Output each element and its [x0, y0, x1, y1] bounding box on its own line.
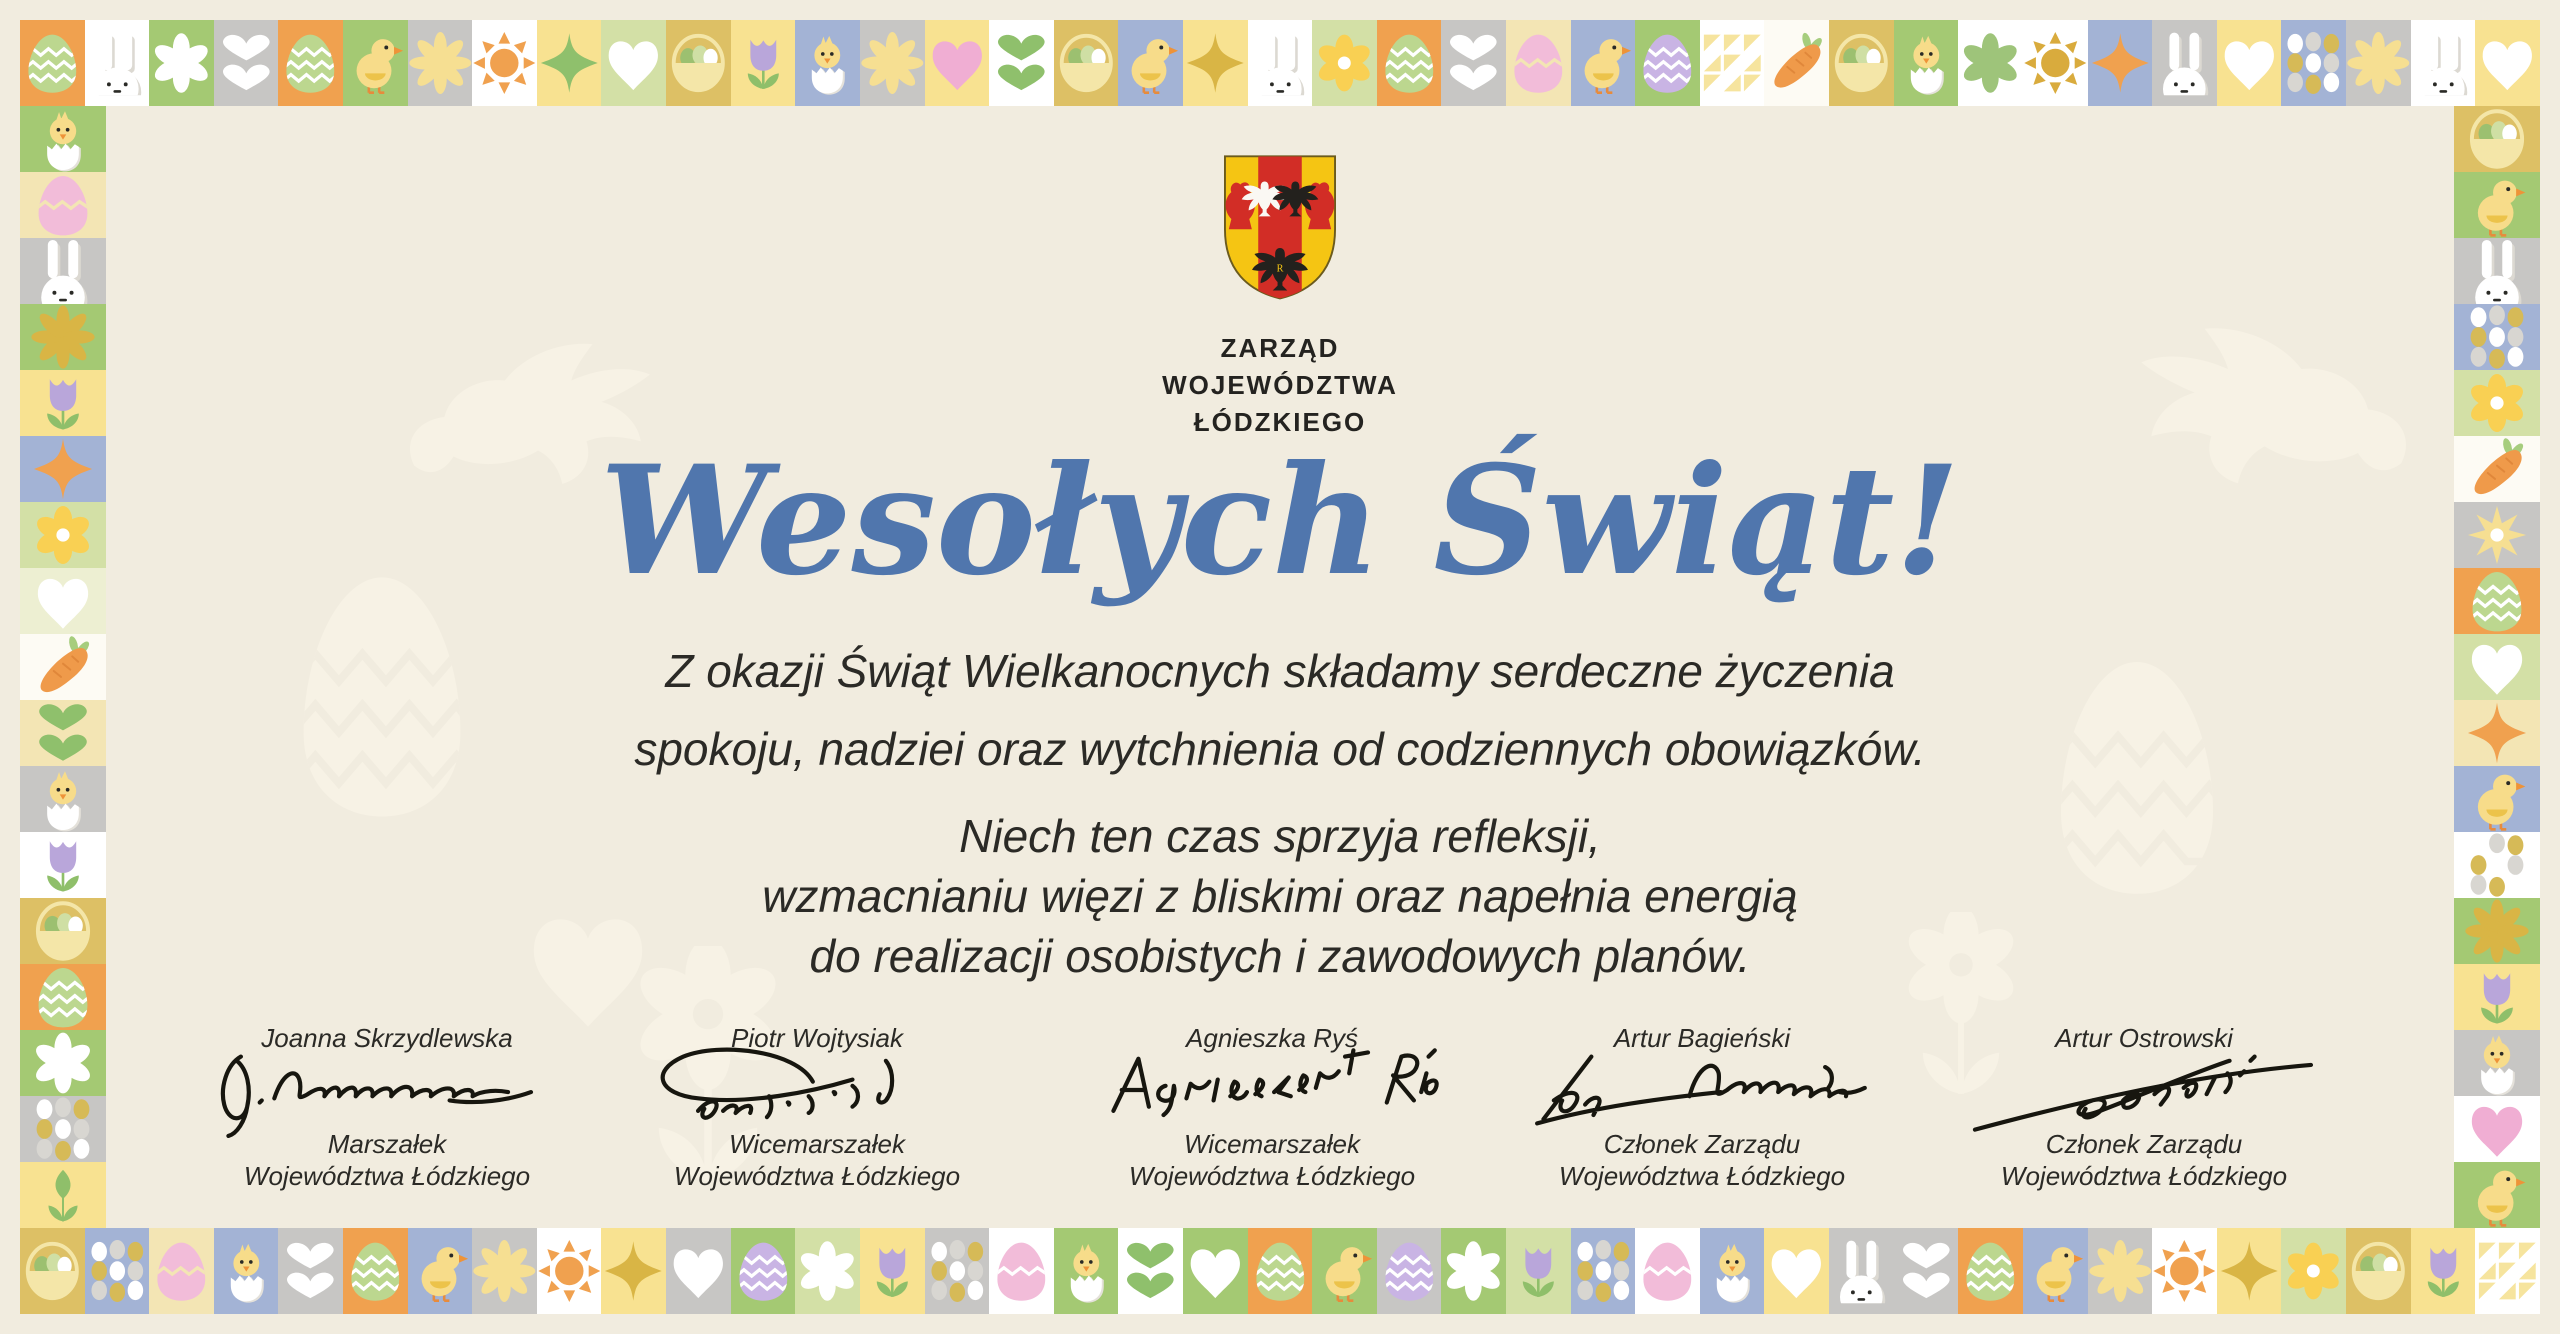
chick-hatch-icon — [214, 1228, 279, 1314]
border-tile-egg-crack — [989, 1228, 1054, 1314]
flower6-icon — [1441, 1228, 1506, 1314]
basket-icon — [2346, 1228, 2411, 1314]
basket-icon — [1829, 20, 1894, 106]
chick-hatch-icon — [795, 20, 860, 106]
signatory-title: Członek Zarządu — [1603, 1129, 1801, 1159]
border-tile-heart — [2475, 20, 2540, 106]
border-tile-sun — [537, 1228, 602, 1314]
duck-icon — [1571, 20, 1636, 106]
border-tile-basket — [2346, 1228, 2411, 1314]
egg-grid-icon — [925, 1228, 990, 1314]
signatory-block — [177, 1022, 597, 1192]
border-tile-flower6 — [149, 20, 214, 106]
sparkle-icon — [537, 20, 602, 106]
border-tile-egg-striped — [731, 1228, 796, 1314]
flower-center-icon — [2281, 1228, 2346, 1314]
signatory-name: Piotr Wojtysiak — [731, 1023, 903, 1053]
heart-icon — [1764, 1228, 1829, 1314]
border-tile-duck — [343, 20, 408, 106]
bunny-icon — [2411, 20, 2476, 106]
egg-striped-icon — [1377, 20, 1442, 106]
border-tile-sparkle — [1183, 20, 1248, 106]
wishes-paragraph-2 — [0, 806, 2560, 986]
double-heart-icon — [989, 20, 1054, 106]
egg-grid-icon — [20, 1096, 106, 1162]
border-tile-egg-grid — [2281, 20, 2346, 106]
signatory-title: Województwa Łódzkiego — [1558, 1161, 1846, 1191]
signatory-title: Województwa Łódzkiego — [2000, 1161, 2288, 1191]
flower8-icon — [2088, 1228, 2153, 1314]
border-tile-heart — [666, 1228, 731, 1314]
tulip-icon — [1506, 1228, 1571, 1314]
border-tile-egg-striped — [343, 1228, 408, 1314]
egg-striped-icon — [278, 20, 343, 106]
carrot-icon — [1764, 20, 1829, 106]
border-tile-heart — [2454, 1096, 2540, 1162]
duck-icon — [1118, 20, 1183, 106]
chick-hatch-icon — [1700, 1228, 1765, 1314]
border-tile-flower8 — [2346, 20, 2411, 106]
basket-icon — [1054, 20, 1119, 106]
border-tile-flower8 — [472, 1228, 537, 1314]
bunny-icon — [1248, 20, 1313, 106]
flower8-icon — [860, 20, 925, 106]
border-tile-tulip — [860, 1228, 925, 1314]
signatory-title: Marszałek — [327, 1129, 447, 1159]
border-tile-flower6 — [20, 1030, 106, 1096]
triangles-icon — [2475, 1228, 2540, 1314]
border-tile-flower6 — [1958, 20, 2023, 106]
double-heart-icon — [1894, 1228, 1959, 1314]
greeting-headline: Wesołych Świąt! — [599, 433, 1961, 609]
duck-icon — [408, 1228, 473, 1314]
wishes-line: Niech ten czas sprzyja refleksji, — [959, 810, 1601, 862]
border-tile-basket — [666, 20, 731, 106]
organisation-title-line: WOJEWÓDZTWA — [1162, 370, 1398, 400]
bunny-icon — [85, 20, 150, 106]
signatory-title: Wicemarszałek — [728, 1129, 906, 1159]
border-tile-sparkle — [601, 1228, 666, 1314]
signatory-title: Wicemarszałek — [1183, 1129, 1361, 1159]
border-tile-heart — [1764, 1228, 1829, 1314]
bunny-icon — [2152, 20, 2217, 106]
egg-crack-icon — [1635, 1228, 1700, 1314]
sparkle-icon — [2217, 1228, 2282, 1314]
border-tile-tulip — [2411, 1228, 2476, 1314]
wishes-paragraph-1 — [0, 632, 2560, 788]
handwritten-signature — [209, 1042, 565, 1138]
border-tile-double-heart — [1118, 1228, 1183, 1314]
border-tile-flower8 — [860, 20, 925, 106]
sun-icon — [537, 1228, 602, 1314]
flower6-icon — [149, 20, 214, 106]
wishes-line: do realizacji osobistych i zawodowych planów. — [809, 930, 1751, 982]
triangles-icon — [1700, 20, 1765, 106]
egg-striped-icon — [1248, 1228, 1313, 1314]
handwritten-signature — [639, 1042, 995, 1138]
border-tile-egg-crack — [1506, 20, 1571, 106]
border-tile-chick-hatch — [1700, 1228, 1765, 1314]
border-tile-bunny — [1829, 1228, 1894, 1314]
border-tile-duck — [2454, 172, 2540, 238]
basket-icon — [666, 20, 731, 106]
egg-grid-icon — [1571, 1228, 1636, 1314]
border-tile-chick-hatch — [795, 20, 860, 106]
border-tile-egg-striped — [20, 20, 85, 106]
egg-grid-icon — [85, 1228, 150, 1314]
signatory-title: Członek Zarządu — [2045, 1129, 2243, 1159]
border-tiles-bottom — [20, 1228, 2540, 1314]
egg-grid-icon — [2281, 20, 2346, 106]
border-tile-egg-crack — [149, 1228, 214, 1314]
basket-icon — [2454, 106, 2540, 172]
border-tile-basket — [20, 1228, 85, 1314]
signatory-title: Województwa Łódzkiego — [1128, 1161, 1416, 1191]
border-tile-egg-striped — [1377, 1228, 1442, 1314]
border-tile-egg-striped — [1635, 20, 1700, 106]
signatory-name: Artur Ostrowski — [2055, 1023, 2233, 1053]
tulip-icon — [860, 1228, 925, 1314]
border-tile-carrot — [1764, 20, 1829, 106]
wishes-line: Z okazji Świąt Wielkanocnych składamy serdeczne życzenia — [665, 645, 1895, 697]
double-heart-icon — [278, 1228, 343, 1314]
border-tile-egg-grid — [1571, 1228, 1636, 1314]
signatory-title: Województwa Łódzkiego — [243, 1161, 531, 1191]
border-tile-triangles — [2475, 1228, 2540, 1314]
heart-icon — [2475, 20, 2540, 106]
signatory-block — [1062, 1022, 1482, 1192]
border-tiles-top — [20, 20, 2540, 106]
duck-icon — [1312, 1228, 1377, 1314]
handwritten-signature — [1524, 1042, 1880, 1138]
signatory-title: Województwa Łódzkiego — [673, 1161, 961, 1191]
border-tile-heart — [1183, 1228, 1248, 1314]
heart-icon — [2454, 1096, 2540, 1162]
border-tile-egg-striped — [1958, 1228, 2023, 1314]
signatory-name: Joanna Skrzydlewska — [261, 1023, 513, 1053]
border-tile-duck — [1118, 20, 1183, 106]
border-tile-duck — [408, 1228, 473, 1314]
heart-icon — [2217, 20, 2282, 106]
heart-icon — [1183, 1228, 1248, 1314]
border-tile-double-heart — [989, 20, 1054, 106]
border-tile-sun — [2023, 20, 2088, 106]
sparkle-icon — [601, 1228, 666, 1314]
egg-striped-icon — [731, 1228, 796, 1314]
signatory-name: Artur Bagieński — [1613, 1023, 1791, 1053]
organisation-title-line: ZARZĄD — [1220, 333, 1340, 363]
egg-striped-icon — [1958, 1228, 2023, 1314]
chick-hatch-icon — [1894, 20, 1959, 106]
sun-icon — [2023, 20, 2088, 106]
flower-center-icon — [1312, 20, 1377, 106]
border-tile-bunny — [2411, 20, 2476, 106]
border-tile-basket — [1054, 20, 1119, 106]
border-tile-flower-center — [1312, 20, 1377, 106]
egg-striped-icon — [1635, 20, 1700, 106]
egg-crack-icon — [989, 1228, 1054, 1314]
sparkle-icon — [2088, 20, 2153, 106]
heart-icon — [601, 20, 666, 106]
heart-icon — [666, 1228, 731, 1314]
crest-letter: R — [1276, 263, 1284, 275]
flower6-icon — [20, 1030, 106, 1096]
sun-icon — [472, 20, 537, 106]
border-tile-bunny — [2454, 238, 2540, 304]
heart-icon — [925, 20, 990, 106]
border-tile-flower8 — [408, 20, 473, 106]
wishes-line: spokoju, nadziei oraz wytchnienia od codziennych obowiązków. — [634, 723, 1926, 775]
duck-icon — [2454, 1162, 2540, 1228]
border-tile-egg-grid — [925, 1228, 990, 1314]
border-tile-duck — [1312, 1228, 1377, 1314]
border-tile-double-heart — [1894, 1228, 1959, 1314]
bunny-icon — [2454, 238, 2540, 304]
duck-icon — [2454, 172, 2540, 238]
border-tile-bunny — [1248, 20, 1313, 106]
tulip-icon — [2411, 1228, 2476, 1314]
border-tile-leaf — [20, 1162, 106, 1228]
coat-of-arms-lodzkie — [1216, 152, 1344, 304]
border-tile-bunny — [2152, 20, 2217, 106]
border-tile-tulip — [1506, 1228, 1571, 1314]
egg-striped-icon — [343, 1228, 408, 1314]
border-tile-flower6 — [795, 1228, 860, 1314]
border-tile-chick-hatch — [1894, 20, 1959, 106]
sparkle-icon — [1183, 20, 1248, 106]
border-tile-flower6 — [1441, 1228, 1506, 1314]
double-heart-icon — [1118, 1228, 1183, 1314]
border-tile-heart — [925, 20, 990, 106]
duck-icon — [2023, 1228, 2088, 1314]
border-tile-bunny — [85, 20, 150, 106]
border-tile-sparkle — [537, 20, 602, 106]
border-tile-basket — [1829, 20, 1894, 106]
border-tile-chick-hatch — [2454, 1030, 2540, 1096]
border-tile-tulip — [731, 20, 796, 106]
border-tile-duck — [2023, 1228, 2088, 1314]
border-tile-basket — [2454, 106, 2540, 172]
border-tile-flower-center — [2281, 1228, 2346, 1314]
border-tile-duck — [1571, 20, 1636, 106]
border-tile-egg-crack — [1635, 1228, 1700, 1314]
chick-hatch-icon — [2454, 1030, 2540, 1096]
border-tile-sun — [472, 20, 537, 106]
handwritten-signature — [1094, 1042, 1450, 1138]
flower6-icon — [795, 1228, 860, 1314]
duck-icon — [343, 20, 408, 106]
sun-icon — [2152, 1228, 2217, 1314]
border-tile-sparkle — [2088, 20, 2153, 106]
border-tile-double-heart — [278, 1228, 343, 1314]
border-tile-triangles — [1700, 20, 1765, 106]
egg-crack-icon — [20, 172, 106, 238]
border-tile-flower8 — [2088, 1228, 2153, 1314]
border-tile-egg-striped — [278, 20, 343, 106]
signatory-block — [607, 1022, 1027, 1192]
signatory-name: Agnieszka Ryś — [1186, 1023, 1358, 1053]
basket-icon — [20, 1228, 85, 1314]
wishes-line: wzmacnianiu więzi z bliskimi oraz napełnia energią — [762, 870, 1798, 922]
border-tile-sparkle — [2217, 1228, 2282, 1314]
flower8-icon — [472, 1228, 537, 1314]
border-tile-egg-grid — [85, 1228, 150, 1314]
bunny-icon — [20, 238, 106, 304]
border-tile-heart — [601, 20, 666, 106]
border-tile-chick-hatch — [214, 1228, 279, 1314]
chick-hatch-icon — [20, 106, 106, 172]
border-tile-sun — [2152, 1228, 2217, 1314]
egg-crack-icon — [149, 1228, 214, 1314]
border-tile-egg-crack — [20, 172, 106, 238]
double-heart-icon — [1441, 20, 1506, 106]
bunny-icon — [1829, 1228, 1894, 1314]
egg-crack-icon — [1506, 20, 1571, 106]
border-tile-duck — [2454, 1162, 2540, 1228]
signatory-block — [1492, 1022, 1912, 1192]
border-tile-egg-grid — [20, 1096, 106, 1162]
border-tile-double-heart — [1441, 20, 1506, 106]
double-heart-icon — [214, 20, 279, 106]
egg-striped-icon — [20, 20, 85, 106]
border-tile-egg-striped — [1248, 1228, 1313, 1314]
flower8-icon — [2346, 20, 2411, 106]
border-tile-egg-striped — [1377, 20, 1442, 106]
border-tile-double-heart — [214, 20, 279, 106]
border-tile-bunny — [20, 238, 106, 304]
tulip-icon — [731, 20, 796, 106]
flower6-icon — [1958, 20, 2023, 106]
signatory-block — [1934, 1022, 2354, 1192]
chick-hatch-icon — [1054, 1228, 1119, 1314]
handwritten-signature — [1966, 1042, 2322, 1138]
egg-striped-icon — [1377, 1228, 1442, 1314]
border-tile-chick-hatch — [1054, 1228, 1119, 1314]
flower8-icon — [408, 20, 473, 106]
border-tile-chick-hatch — [20, 106, 106, 172]
leaf-icon — [20, 1162, 106, 1228]
organisation-title-line: ŁÓDZKIEGO — [1193, 407, 1367, 437]
border-tile-heart — [2217, 20, 2282, 106]
